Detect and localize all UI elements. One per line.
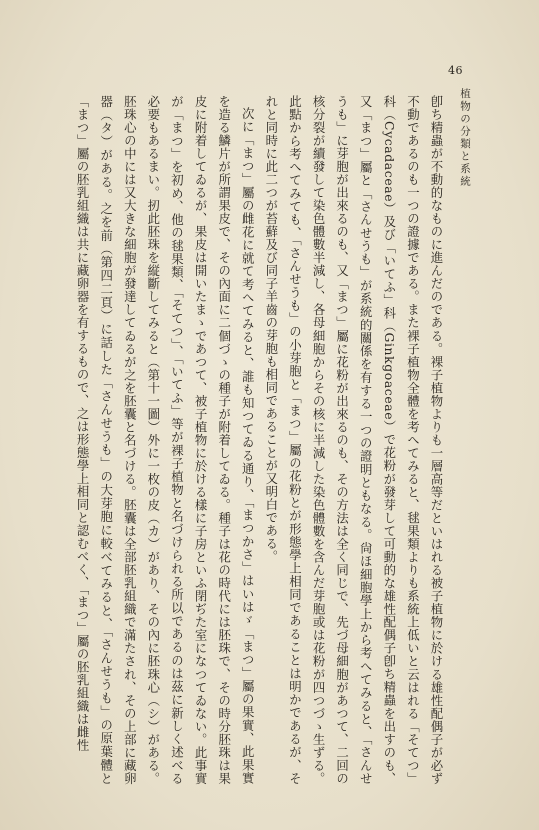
paragraph-1: 卽ち精蟲が不動的なものに進んだのである。裸子植物よりも一層高等だといはれる被子植物に於ける雄性配偶子が必ず不動であるのも一つの證據である。また裸子植物全體を考へてみると、毬果類よりも系統上低いと云はれる「そてつ」科（Cycadaceae）及び「いてふ」科（Ginkgoaceae）で花粉が發芽して可動的な雄性配偶子卽ち精蟲を出すのも、又「まつ」屬と「さんせうも」が系統的關係を有する一つの證明ともなる。尙ほ細胞學上から考へてみると、「さんせうも」に芽胞が出來るのも、又「まつ」屬に花粉が出來るのも、その方法は全く同じで、先づ母細胞があつて、二回の核分裂が續發して染色體數半減し、各母細胞からその核に半減した染色體數を含んだ芽胞或は花粉が四つづゝ生ずる。此點から考へてみても、「さんせうも」の小芽胞と「まつ」屬の花粉とが形態學上相同であることは明かであるが、それと同時に此二つが苔蘚及び同子羊齒の芽胞も相同であることが又明白である。 <box>263 95 444 785</box>
page-number: 46 <box>448 64 463 77</box>
paragraph-2: 次に「まつ」屬の雌花に就て考へてみると、誰も知つてゐる通り、「まつかさ」はいはゞ「まつ」屬の果實、此果實を造る鱗片が所謂果皮で、その內面に二個づゝの種子が附着してゐる。種子は花の時代には胚珠で、その時分胚珠は果皮に附着してゐるが、果皮は開いたまゝであつて、被子植物に於ける樣に子房といふ閉ぢた室になつてゐない。此事實が「まつ」を初め、他の毬果類、「そてつ」、「いてふ」等が裸子植物と名づけられる所以であるのは茲に新しく述べる必要もあるまい。扨此胚珠を縦斷してみると（第十一圖）外に一枚の皮（カ）があり、その內に胚珠心（シ）がある。胚珠心の中には又大きな細胞が發達してゐるが之を胚囊と名づける。胚囊は全部胚乳組織で滿たされ、その上部に藏卵器（タ）がある。之を前（第四二頁）に話した「さんせうも」の大芽胞に較べてみると、「さんせうも」の原葉體と「まつ」屬の胚乳組織は共に藏卵器を有するもので、之は形態學上相同と認むべく、「まつ」屬の胚乳組織は雌性 <box>75 95 256 785</box>
body-text <box>58 95 448 785</box>
running-head: 植物の分類と系統 <box>459 88 471 188</box>
